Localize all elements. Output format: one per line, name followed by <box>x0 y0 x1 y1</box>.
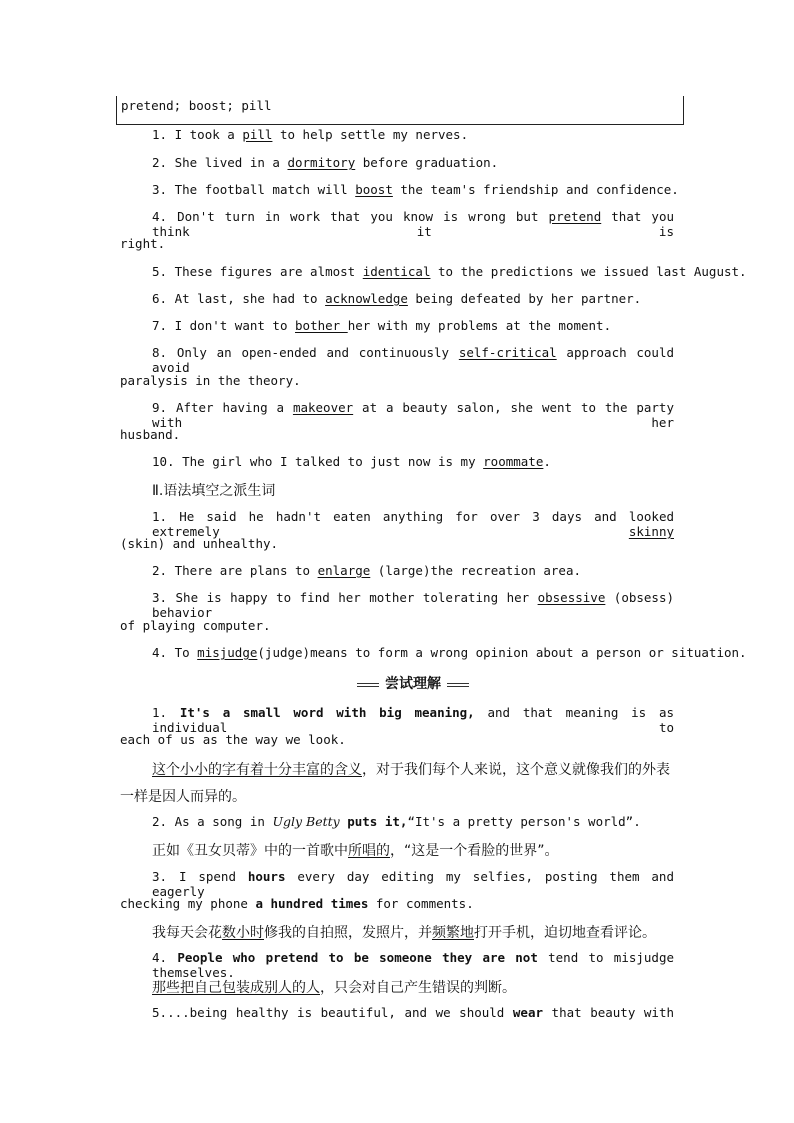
vocab-item-10: 10. The girl who I talked to just now is my roommate. <box>152 454 551 469</box>
word-bank: pretend; boost; pill <box>121 98 272 113</box>
answer: identical <box>362 264 431 279</box>
answer: makeover <box>292 400 354 415</box>
answer: boost <box>355 182 393 197</box>
vocab-item-4-cont: right. <box>120 236 166 251</box>
sentence-3: 3. I spend hours every day editing my selfies, posting them and eagerly <box>152 869 674 899</box>
grammar-item-3-cont: of playing computer. <box>120 618 271 633</box>
vocab-item-3: 3. The football match will boost the team's friendship and confidence. <box>152 182 679 197</box>
vocab-item-8-cont: paralysis in the theory. <box>120 373 301 388</box>
grammar-item-1-cont: (skin) and unhealthy. <box>120 536 279 551</box>
sentence-4: 4. People who pretend to be someone they are not tend to misjudge themselves. <box>152 950 674 980</box>
vocab-item-9-cont: husband. <box>120 427 181 442</box>
vocab-item-2: 2. She lived in a dormitory before graduation. <box>152 155 499 170</box>
banner-label: 尝试理解 <box>379 674 447 694</box>
grammar-item-2: 2. There are plans to enlarge (large)the recreation area. <box>152 563 581 578</box>
sentence-1-cont: each of us as the way we look. <box>120 732 346 747</box>
translation-4: 那些把自己包装成别人的人，只会对自己产生错误的判断。 <box>152 980 516 996</box>
translation-2: 正如《丑女贝蒂》中的一首歌中所唱的，“这是一个看脸的世界”。 <box>152 843 559 859</box>
answer: misjudge <box>197 645 258 660</box>
vocab-item-1: 1. I took a pill to help settle my nerves. <box>152 127 469 142</box>
translation-1-cont: 一样是因人而异的。 <box>120 789 246 805</box>
answer: pill <box>242 127 273 142</box>
sentence-3-cont: checking my phone a hundred times for comments. <box>120 896 474 911</box>
word-bank-box <box>116 96 684 125</box>
sentence-2: 2. As a song in Ugly Betty puts it,“It's a pretty person's world”. <box>152 814 641 829</box>
vocab-item-8: 8. Only an open-ended and continuously self-critical approach could avoid <box>152 345 674 375</box>
vocab-item-7: 7. I don't want to bother her with my problems at the moment. <box>152 318 612 333</box>
answer: obsessive <box>537 590 606 605</box>
answer: bother <box>295 318 348 333</box>
answer: acknowledge <box>325 291 408 306</box>
translation-1: 这个小小的字有着十分丰富的含义，对于我们每个人来说，这个意义就像我们的外表 <box>152 762 670 778</box>
answer: roommate <box>483 454 544 469</box>
sentence-5: 5....being healthy is beautiful, and we should wear that beauty with <box>152 1005 675 1020</box>
section-heading: Ⅱ.语法填空之派生词 <box>152 483 276 499</box>
answer: dormitory <box>287 155 356 170</box>
section-banner <box>357 674 469 694</box>
grammar-item-3: 3. She is happy to find her mother tolerating her obsessive (obsess) behavior <box>152 590 675 620</box>
answer: skinny <box>628 524 674 539</box>
translation-3: 我每天会花数小时修我的自拍照，发照片，并频繁地打开手机，迫切地查看评论。 <box>152 925 656 941</box>
grammar-item-4: 4. To misjudge(judge)means to form a wrong opinion about a person or situation. <box>152 645 747 660</box>
vocab-item-6: 6. At last, she had to acknowledge being defeated by her partner. <box>152 291 642 306</box>
vocab-item-4: 4. Don't turn in work that you know is wrong but pretend that you think it is <box>152 209 675 239</box>
grammar-item-1: 1. He said he hadn't eaten anything for over 3 days and looked extremely skinny <box>152 509 675 539</box>
sentence-1: 1. It's a small word with big meaning, and that meaning is as individual to <box>152 705 675 735</box>
vocab-item-5: 5. These figures are almost identical to the predictions we issued last August. <box>152 264 747 279</box>
vocab-item-9: 9. After having a makeover at a beauty salon, she went to the party with her <box>152 400 674 430</box>
answer: pretend <box>548 209 602 224</box>
answer: self-critical <box>458 345 557 360</box>
answer: enlarge <box>317 563 371 578</box>
